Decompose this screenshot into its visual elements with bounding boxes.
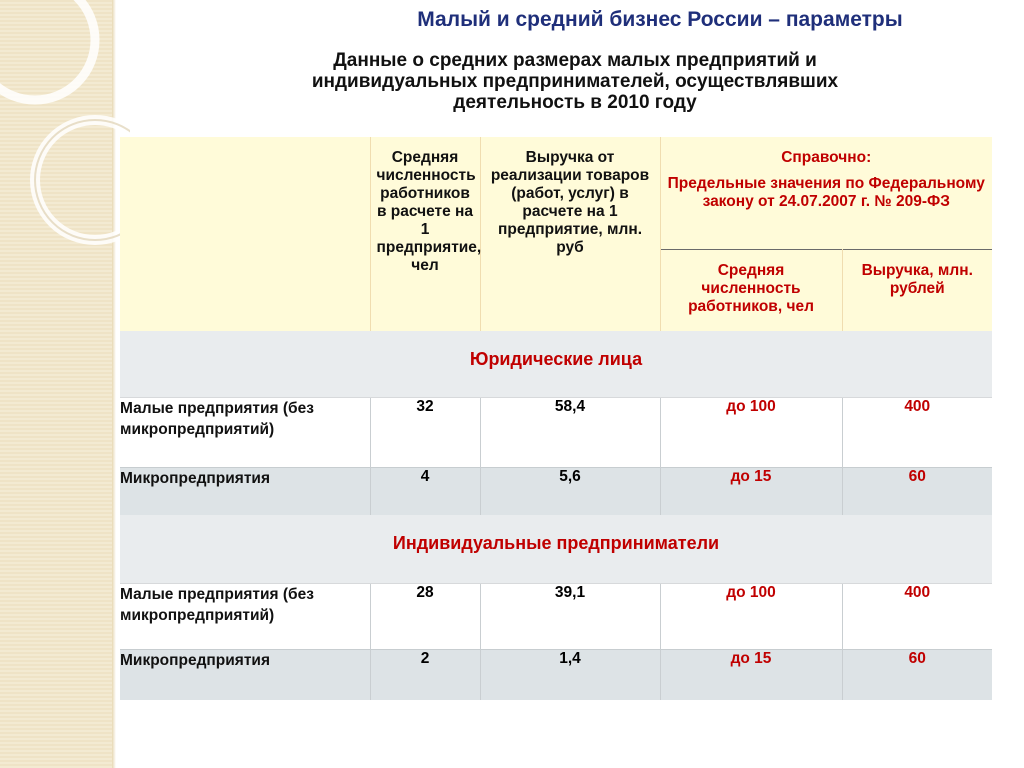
limit-employees-value: до 15 (660, 467, 842, 515)
header-avg-employees: Средняя численность работников в расчете на 1 предприятие, чел (376, 149, 482, 274)
revenue-value: 5,6 (480, 467, 660, 515)
row-label: Малые предприятия (без микропредприятий) (120, 397, 370, 467)
section-title-legal-entities: Юридические лица (469, 349, 643, 369)
slide-subtitle (190, 50, 960, 113)
limit-employees-value: до 100 (660, 583, 842, 649)
subheader-limit-revenue-cell (842, 249, 992, 331)
slide-title: Малый и средний бизнес России – параметры (417, 8, 903, 31)
limit-revenue-value: 60 (842, 649, 992, 700)
table-row (120, 583, 992, 649)
section-cell (120, 331, 992, 397)
header-reference-cell (660, 137, 992, 249)
subheader-limit-revenue: Выручка, млн. рублей (861, 261, 973, 297)
employees-value: 4 (370, 467, 480, 515)
table-row (120, 467, 992, 515)
limit-revenue-value: 60 (842, 467, 992, 515)
header-row (120, 137, 992, 249)
header-law-limits: Предельные значения по Федеральному закону от 24.07.2007 г. № 209-ФЗ (667, 175, 985, 210)
section-title-individual-entrepreneurs: Индивидуальные предприниматели (392, 533, 720, 553)
subheader-limit-employees: Средняя численность работников, чел (688, 261, 814, 315)
row-label: Микропредприятия (120, 649, 370, 700)
subtitle-line: деятельность в 2010 году (453, 92, 697, 113)
employees-value: 32 (370, 397, 480, 467)
limit-revenue-value: 400 (842, 583, 992, 649)
table-row (120, 649, 992, 700)
employees-value: 2 (370, 649, 480, 700)
header-revenue-cell (480, 137, 660, 331)
subtitle-line: Данные о средних размерах малых предприятий и (333, 50, 817, 71)
employees-value: 28 (370, 583, 480, 649)
subheader-limit-employees-cell (660, 249, 842, 331)
header-avg-employees-cell (370, 137, 480, 331)
row-label: Микропредприятия (120, 467, 370, 515)
subtitle-line: индивидуальных предпринимателей, осуществлявших (311, 71, 839, 92)
header-empty-cell (120, 137, 370, 331)
revenue-value: 58,4 (480, 397, 660, 467)
decorative-circles (0, 0, 130, 320)
limit-revenue-value: 400 (842, 397, 992, 467)
revenue-value: 39,1 (480, 583, 660, 649)
section-cell (120, 515, 992, 583)
header-revenue: Выручка от реализации товаров (работ, услуг) в расчете на 1 предприятие, млн. руб (490, 149, 650, 256)
section-row (120, 331, 992, 397)
row-label: Малые предприятия (без микропредприятий) (120, 583, 370, 649)
limit-employees-value: до 100 (660, 397, 842, 467)
revenue-value: 1,4 (480, 649, 660, 700)
table-row (120, 397, 992, 467)
limit-employees-value: до 15 (660, 649, 842, 700)
business-parameters-table (120, 137, 992, 700)
section-row (120, 515, 992, 583)
header-reference: Справочно: (781, 149, 872, 166)
